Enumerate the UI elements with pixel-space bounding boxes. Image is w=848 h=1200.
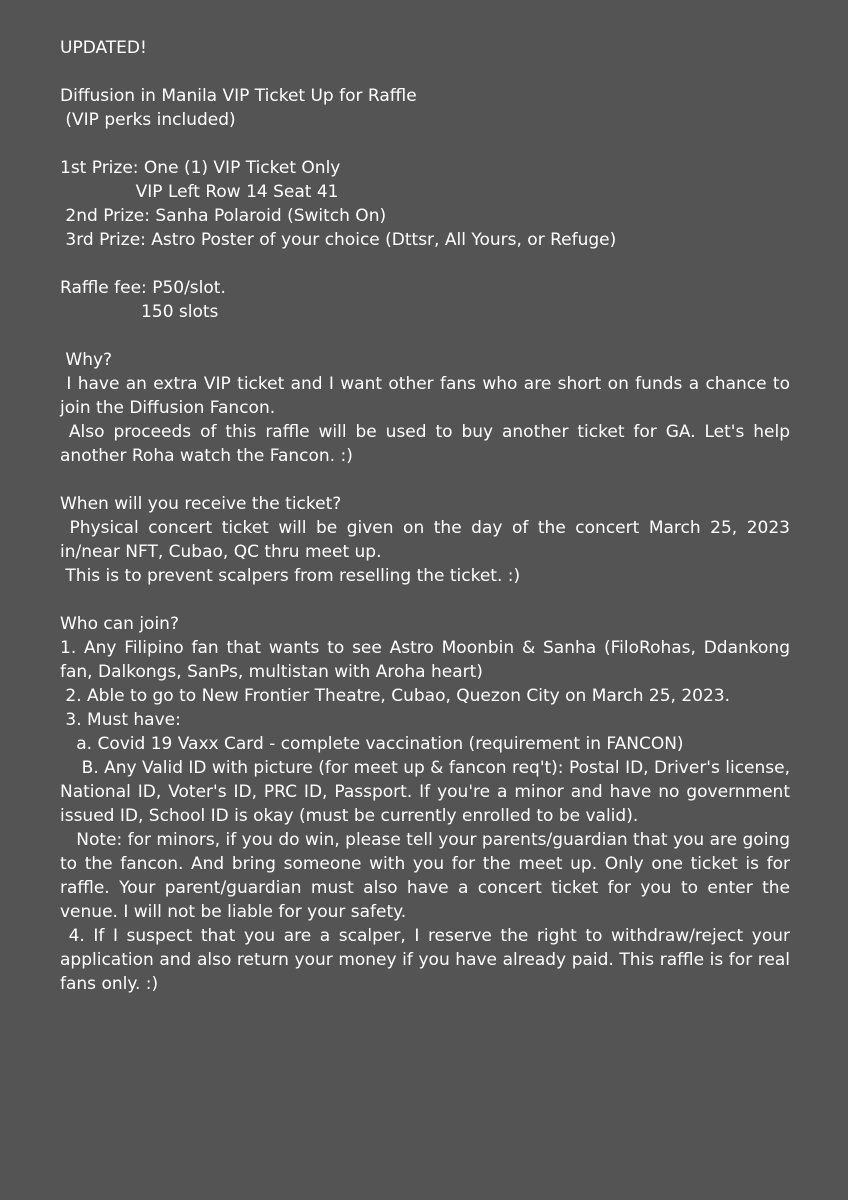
raffle-fee: Raffle fee: P50/slot. [60, 278, 226, 298]
spacer [60, 588, 790, 612]
who-item-2: 2. Able to go to New Frontier Theatre, Cubao, Quezon City on March 25, 2023. [60, 686, 731, 706]
why-paragraph-1: I have an extra VIP ticket and I want other fans who are short on funds a chance to join the Diffusion Fancon. [60, 374, 796, 418]
status-label: UPDATED! [60, 38, 147, 58]
spacer [60, 468, 790, 492]
who-item-3a: a. Covid 19 Vaxx Card - complete vaccination (requirement in FANCON) [60, 734, 684, 754]
second-prize: 2nd Prize: Sanha Polaroid (Switch On) [60, 206, 387, 226]
why-paragraph-2: Also proceeds of this raffle will be used to buy another ticket for GA. Let's help another Roha watch the Fancon. :) [60, 422, 796, 466]
first-prize: 1st Prize: One (1) VIP Ticket Only [60, 158, 341, 178]
first-prize-detail: VIP Left Row 14 Seat 41 [60, 182, 339, 202]
raffle-title: Diffusion in Manila VIP Ticket Up for Raffle [60, 86, 417, 106]
who-item-3b: B. Any Valid ID with picture (for meet up & fancon req't): Postal ID, Driver's license, National ID, Voter's ID, PRC ID, Passport. If you're a minor and have no government issued ID, School ID is okay (must be currently enrolled to be valid). [60, 758, 796, 826]
who-note: Note: for minors, if you do win, please tell your parents/guardian that you are going to the fancon. And bring someone with you for the meet up. Only one ticket is for raffle. Your parent/guardian must also have a concert ticket for you to enter the venue. I will not be liable for your safety. [60, 830, 796, 922]
why-heading: Why? [60, 350, 113, 370]
raffle-subtitle: (VIP perks included) [60, 110, 236, 130]
who-item-4: 4. If I suspect that you are a scalper, I reserve the right to withdraw/reject your application and also return your money if you have already paid. This raffle is for real fans only. :) [60, 926, 796, 994]
when-paragraph-2: This is to prevent scalpers from reselling the ticket. :) [60, 566, 521, 586]
who-item-1: 1. Any Filipino fan that wants to see Astro Moonbin & Sanha (FiloRohas, Ddankong fan, Dalkongs, SanPs, multistan with Aroha heart) [60, 638, 796, 682]
when-heading: When will you receive the ticket? [60, 494, 342, 514]
spacer [60, 60, 790, 84]
third-prize: 3rd Prize: Astro Poster of your choice (Dttsr, All Yours, or Refuge) [60, 230, 617, 250]
spacer [60, 252, 790, 276]
when-paragraph-1: Physical concert ticket will be given on the day of the concert March 25, 2023 in/near NFT, Cubao, QC thru meet up. [60, 518, 796, 562]
raffle-slots: 150 slots [60, 302, 219, 322]
who-heading: Who can join? [60, 614, 179, 634]
who-item-3: 3. Must have: [60, 710, 181, 730]
spacer [60, 132, 790, 156]
spacer [60, 324, 790, 348]
